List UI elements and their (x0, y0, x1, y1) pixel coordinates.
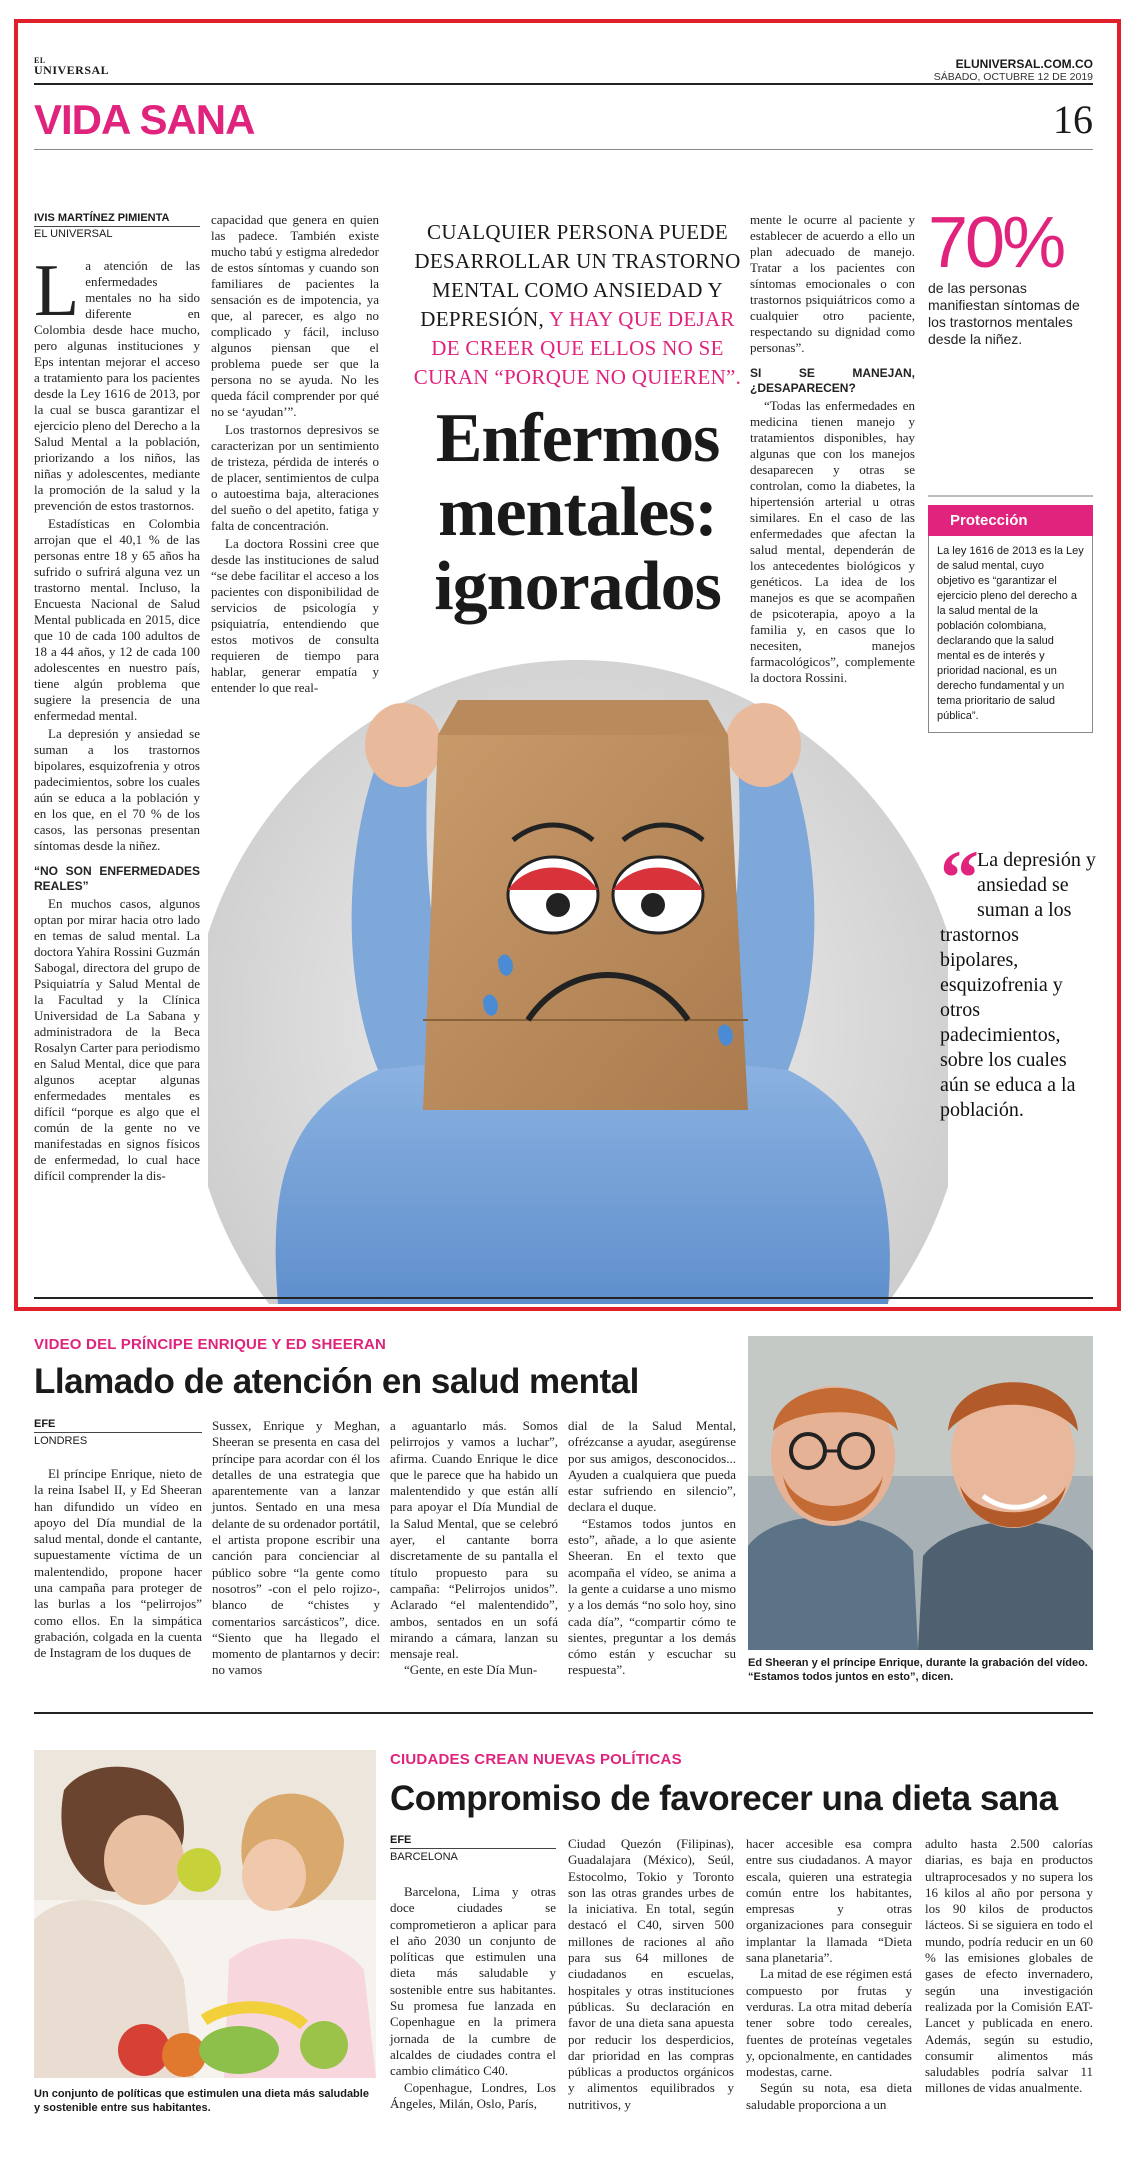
box-text: La ley 1616 de 2013 es la Ley de salud mental, cuyo objetivo es “garantizar el ejercicio pleno del derecho a la salud mental de la población colombiana, declarando que la salud mental es de interés y prioridad nacional, es un derecho fundamental y un tema prioritario de salud pública”. (928, 536, 1093, 733)
story2-bottom-rule (34, 1712, 1093, 1714)
lead-bottom-rule (34, 1297, 1093, 1299)
lead-column-1 (34, 250, 200, 1186)
story3-text-2: Ciudad Quezón (Filipinas), Guadalajara (México), Seúl, Estocolmo, Tokio y Toronto son las otras grandes urbes de la iniciativa. En total, según destacó el C40, sirven 500 millones de raciones al año para sus 64 millones de ciudadanos en escuelas, hospitales y otras instituciones públicas. Su declaración en favor de una dieta sana apuesta por reducir los desperdicios, dar prioridad en las compras públicas a productos orgánicos y alimentos equilibrados y nutritivos, y (568, 1836, 734, 2112)
lead-column-2 (211, 212, 379, 698)
story3-agency: EFE (390, 1834, 412, 1846)
col3-paragraph-2: “Todas las enfermedades en medicina tienen manejo y tratamientos disponibles, hay algunas que con los manejos desaparecen y otras se controlan, como la diabetes, la hipertensión arterial u otras similares. En el caso de las enfermedades que afectan la salud mental, dependerán de los antecedentes biológicos y genéticos. La idea de los manejos es que se acompañen de psicoterapia, apoyo a la familia y, en casos que lo necesiten, manejos farmacológicos”, complemente la doctora Rossini. (750, 398, 915, 685)
story2-headline[interactable]: Llamado de atención en salud mental (34, 1362, 639, 1401)
author-name: IVIS MARTÍNEZ PIMIENTA (34, 212, 170, 224)
story2-column-1 (34, 1466, 202, 1662)
story3-kicker: CIUDADES CREAN NUEVAS POLÍTICAS (390, 1751, 682, 1768)
story2-column-3 (390, 1418, 558, 1679)
quote-mark-icon: “ (940, 834, 973, 921)
col2-paragraph-2: Los trastornos depresivos se caracterizan por un sentimiento de tristeza, pérdida de interés o de placer, sentimientos de culpa o autoestima baja, alteraciones del sueño o del apetito, fatiga y falta de concentración. (211, 422, 379, 533)
brand-logo: EL UNIVERSAL (34, 56, 114, 76)
story2-text-4: dial de la Salud Mental, ofrézcanse a ayudar, asegúrense por sus amigos, desconocidos... Ayuden a cualquiera que pueda estar sufriendo en silencio”, declara el duque. (568, 1418, 736, 1515)
lead-photo (208, 640, 948, 1304)
outlet-name: EL UNIVERSAL (34, 228, 113, 240)
lead-column-3 (750, 212, 915, 688)
story3-headline[interactable]: Compromiso de favorecer una dieta sana (390, 1779, 1058, 1818)
lead-paragraph-4: En muchos casos, algunos optan por mirar hacia otro lado en temas de salud mental. La doctora Yahira Rossini Guzmán Sabogal, directora del grupo de Psiquiatría y Salud Mental de la Facultad y la Clínica Universidad de La Sabana y administradora de la Beca Rosalyn Carter para periodismo en Salud Mental, dice que para algunos aceptar algunas enfermedades mentales es difícil “porque es algo que el común de la gente no ve manifestadas en signos físicos de enfermedad, lo cual hace difícil comprender la dis- (34, 896, 200, 1183)
story3-caption: Un conjunto de políticas que estimulen una dieta más saludable y sostenible entre sus habitantes. (34, 2088, 369, 2114)
box-head-illustration (208, 640, 948, 1304)
story3-byline-rule (390, 1848, 556, 1849)
lead-headline: Enfermos mentales: ignorados (434, 400, 721, 625)
story2-text-4b: “Estamos todos juntos en esto”, añade, a lo que asiente Sheeran. En el texto que acompaña el vídeo, se anima a la gente a cuidarse a uno mismo y a los demás “no solo hoy, sino cada día”, “compartir cómo te sientes, preguntar a los demás cómo están y escuchar su respuesta”. (568, 1515, 736, 1678)
stat-description: de las personas manifiestan síntomas de los trastornos mentales desde la niñez. (928, 280, 1080, 347)
story2-column-2 (212, 1418, 380, 1679)
page-number: 16 (1053, 97, 1093, 142)
story3-column-3 (746, 1836, 912, 2113)
deck-text: CUALQUIER PERSONA PUEDE DESARROLLAR UN TRASTORNO MENTAL COMO ANSIEDAD Y DEPRESIÓN, (414, 220, 741, 331)
story3-photo (34, 1750, 376, 2078)
col2-paragraph-3: La doctora Rossini cree que desde las instituciones de salud “se debe facilitar el acceso a los pacientes con disponibilidad de servicios de psicología y psiquiatría, entendiendo que estos motivos de consulta requieren de tiempo para hablar, generar empatía y entender lo que real- (211, 536, 379, 695)
story2-caption: Ed Sheeran y el príncipe Enrique, durante la grabación del vídeo. “Estamos todos juntos en esto”, dicen. (748, 1657, 1088, 1683)
story2-column-4 (568, 1418, 736, 1679)
section-title: VIDA SANA (34, 96, 255, 143)
subhead-si-se-manejan: SI SE MANEJAN, ¿DESAPARECEN? (750, 366, 915, 395)
story3-text-3c: Según su nota, esa dieta saludable proporciona a un (746, 2080, 912, 2112)
story2-text-3b: “Gente, en este Día Mun- (404, 1662, 538, 1678)
story3-text-4: adulto hasta 2.500 calorías diarias, es baja en productos ultraprocesados y no supera los 16 kilos al año por persona y los 90 kilos de productos lácteos. Si se siguiera en todo el mundo, podría reducir en un 60 % las emisiones globales de gases de efecto invernadero, según una investigación realizada por la Comisión EAT-Lancet y publicada en enero. Además, según su estudio, consumir alimentos más saludables podría salvar 11 millones de vidas anualmente. (925, 1836, 1093, 2096)
stat-value: 70% (928, 203, 1064, 283)
story3-column-4 (925, 1836, 1093, 2097)
story2-photo (748, 1336, 1093, 1650)
lead-byline (34, 212, 200, 241)
col3-paragraph-1: mente le ocurre al paciente y establecer de acuerdo a ello un plan adecuado de manejo. Tratar a los pacientes con síntomas emocionales o con trastornos psiquiátricos como a cualquier otro paciente, respectando su dignidad como personas”. (750, 212, 915, 355)
story3-text-1b: Copenhague, Londres, Los Ángeles, Milán, Oslo, París, (390, 2079, 556, 2111)
story2-text-2: Sussex, Enrique y Meghan, Sheeran se presenta en casa del príncipe para acordar con él los detalles de una estrategia que aparentemente van a lanzar juntos. Sentado en una mesa delante de su ordenador portátil, el artista propone escribir una canción para concienciar al público sobre “la gente como nosotros” -con el pelo rojizo-, blanco de “chistes y comentarios sarcásticos”, dice. “Siento que ha llegado el momento de plantarnos y decir: no vamos (212, 1418, 380, 1678)
subhead-no-son-enfermedades: “NO SON ENFERMEDADES REALES” (34, 864, 200, 893)
box-top-rule (928, 495, 1093, 497)
lead-paragraph-1: a atención de las enfermedades mentales no ha sido diferente en Colombia desde hace mucho, pero algunas instituciones y Eps intentan mejorar el acceso a tratamiento para los pacientes desde la Ley 1616 de 2013, por la cual se busca garantizar el ejercicio pleno del Derecho a la Salud Mental a la población, priorizando a los niños, las niñas y adolescentes, mediante la promoción de la salud y la prevención de estos trastornos. (34, 258, 200, 513)
story3-text-1: Barcelona, Lima y otras doce ciudades se comprometieron a aplicar para el año 2030 un conjunto de políticas que estimulen una dieta más saludable y sostenible entre sus habitantes. Su promesa fue lanzada en Copenhague en la primera jornada de la cumbre de alcaldes de ciudades contra el cambio climático C40. (390, 1884, 556, 2079)
col2-paragraph-1: capacidad que genera en quien las padece. También existe mucho tabú y estigma alrededor de estos síntomas y cuando son familiares de pacientes la sensación es de impotencia, ya que, al parecer, es algo no complicado y fácil, incluso algunos piensan que el problema puede ser que la persona no se ayuda. No les queda fácil comprender por qué no se ‘ayudan’”. (211, 212, 379, 419)
story3-column-2 (568, 1836, 734, 2113)
site-url[interactable]: ELUNIVERSAL.COM.CO (955, 57, 1093, 71)
proteccion-box (928, 495, 1093, 733)
drop-cap: L (34, 250, 80, 332)
story2-text-3: a aguantarlo más. Somos pelirrojos y vamos a luchar”, afirma. Cuando Enrique le dice que le parece que ha habido un malentendido y que están allí para apoyar el Día Mundial de la Salud Mental, que se celebró ayer, el cantante borra discretamente de su pantalla el título propuesto para su campaña: “Pelirrojos unidos”. Aclarado “el malentendido”, ambos, sentados en un sofá mirando a cámara, lanzan su mensaje real. (390, 1418, 558, 1662)
box-title: Protección (928, 505, 1093, 536)
story3-text-3: hacer accesible esa compra entre sus ciudadanos. A mayor escala, quieren una estrategia común entre los habitantes, empresas y otras organizaciones para conseguir implantar la llamada “Dieta sana planetaria”. (746, 1836, 912, 1966)
story3-byline (390, 1834, 556, 1864)
lead-paragraph-3: La depresión y ansiedad se suman a los trastornos bipolares, esquizofrenia y otros padecimientos, sobre los cuales aún se educa a la población y en los que, en el 70 % de los casos, las personas presentan síntomas desde la niñez. (34, 726, 200, 853)
lead-paragraph-2: Estadísticas en Colombia arrojan que el 40,1 % de las personas entre 18 y 65 años ha sufrido o sufrirá alguna vez un trastorno mental. Incluso, la Encuesta Nacional de Salud Mental publicada en 2015, dice que 10 de cada 100 adultos de 18 a 44 años, y 12 de cada 100 adolescentes en nuestro país, tiene algún problema que sugiere la presencia de una enfermedad mental. (34, 516, 200, 723)
byline-rule (34, 226, 200, 227)
brand-logo-text: UNIVERSAL (34, 63, 110, 77)
issue-date: SÁBADO, OCTUBRE 12 DE 2019 (933, 71, 1093, 83)
story2-city: LONDRES (34, 1435, 88, 1447)
story2-agency: EFE (34, 1418, 56, 1430)
header-bottom-rule (34, 149, 1093, 150)
family-eating-fruit-photo (34, 1750, 376, 2078)
pull-quote-text: La depresión y ansiedad se suman a los trastornos bipolares, esquizofrenia y otros padecimientos, sobre los cuales aún se educa a la población. (940, 849, 1096, 1121)
story2-kicker: VIDEO DEL PRÍNCIPE ENRIQUE Y ED SHEERAN (34, 1336, 387, 1353)
story2-text-1: El príncipe Enrique, nieto de la reina Isabel II, y Ed Sheeran han difundido un vídeo en apoyo del Día mundial de la salud mental, donde el cantante, supuestamente víctima de un malentendido, propone hacer una campaña para proteger de las burlas a los “pelirrojos” como ellos. En la simpática grabación, colgada en la cuenta de Instagram de los duques de (34, 1466, 202, 1661)
sheeran-prince-photo (748, 1336, 1093, 1650)
deck-highlight: Y HAY QUE DEJAR DE CREER QUE ELLOS NO SE CURAN “PORQUE NO QUIEREN”. (413, 307, 742, 389)
story3-text-3b: La mitad de ese régimen está compuesto por frutas y verduras. La otra mitad debería tener sobre todo cereales, fuentes de proteínas vegetales y, opcionalmente, en cantidades modestas, carne. (746, 1966, 912, 2080)
lead-deck (410, 218, 745, 392)
story2-byline-rule (34, 1432, 202, 1433)
story3-city: BARCELONA (390, 1851, 458, 1863)
story2-byline (34, 1418, 202, 1448)
story3-column-1 (390, 1884, 556, 2112)
pull-quote (940, 834, 1100, 1123)
header-top-rule (34, 83, 1093, 85)
